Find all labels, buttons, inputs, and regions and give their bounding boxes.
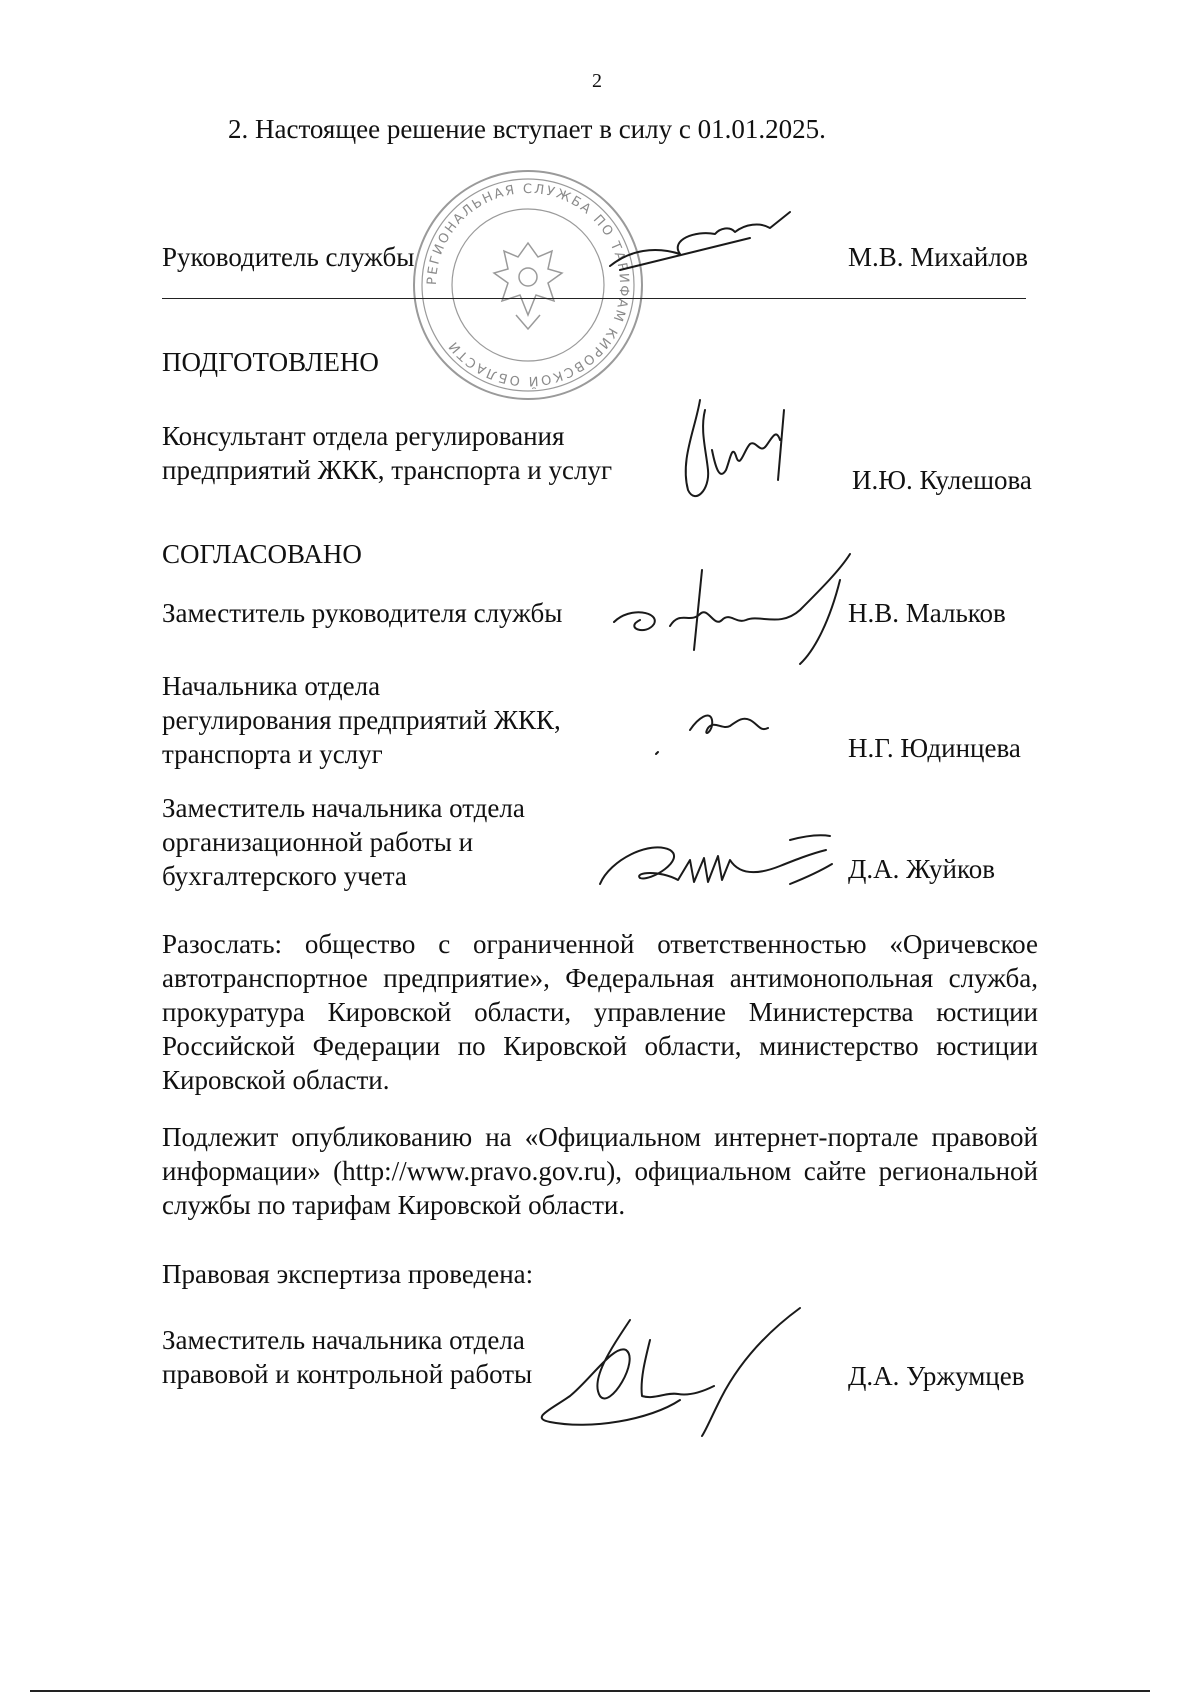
agreed-signer-1-position: Заместитель руководителя службы xyxy=(162,598,563,628)
bottom-edge-line xyxy=(30,1690,1150,1692)
signature-divider-line xyxy=(162,298,1026,299)
legal-review-name: Д.А. Уржумцев xyxy=(848,1361,1025,1391)
prepared-position-line-1: Консультант отдела регулирования xyxy=(162,421,565,451)
seal-text: РЕГИОНАЛЬНАЯ СЛУЖБА ПО ТАРИФАМ КИРОВСКОЙ ОБЛАСТИ xyxy=(424,181,632,389)
agreed-signer-2-name: Н.Г. Юдинцева xyxy=(848,733,1021,763)
prepared-position-line-2: предприятий ЖКК, транспорта и услуг xyxy=(162,455,613,485)
head-position: Руководитель службы xyxy=(162,242,415,272)
legal-review-heading: Правовая экспертиза проведена: xyxy=(162,1259,534,1289)
distribution-list: Разослать: общество с ограниченной ответственностью «Оричевское автотранспортное предприятие», Федеральная антимонопольная служба, прокуратура Кировской области, управление Министерства юстиции Российской Федерации по Кировской области, министерство юстиции Кировской области. xyxy=(162,929,1038,1095)
agreed-heading: СОГЛАСОВАНО xyxy=(162,539,362,569)
legal-review-position-line-1: Заместитель начальника отдела xyxy=(162,1325,525,1355)
effective-date-clause: 2. Настоящее решение вступает в силу с 01.01.2025. xyxy=(228,114,826,144)
agreed-signer-3-position-line-2: организационной работы и xyxy=(162,827,474,857)
legal-review-position-line-2: правовой и контрольной работы xyxy=(162,1359,533,1389)
head-signature xyxy=(600,200,800,280)
prepared-signature xyxy=(660,380,800,520)
agreed-signer-2-position-line-2: регулирования предприятий ЖКК, xyxy=(162,705,561,735)
agreed-signer-2-signature xyxy=(650,690,790,760)
agreed-signer-1-signature xyxy=(610,550,860,670)
prepared-name: И.Ю. Кулешова xyxy=(852,465,1032,495)
legal-review-signature xyxy=(530,1300,820,1440)
agreed-signer-3-signature xyxy=(590,820,840,900)
publication-notice: Подлежит опубликованию на «Официальном интернет-портале правовой информации» (http://www.pravo.gov.ru), официальном сайте региональной службы по тарифам Кировской области. xyxy=(162,1122,1038,1220)
page-number: 2 xyxy=(592,70,602,92)
agreed-signer-3-position-line-3: бухгалтерского учета xyxy=(162,861,407,891)
head-name: М.В. Михайлов xyxy=(848,242,1029,272)
agreed-signer-2-position-line-3: транспорта и услуг xyxy=(162,739,383,769)
agreed-signer-3-name: Д.А. Жуйков xyxy=(848,854,995,884)
agreed-signer-1-name: Н.В. Мальков xyxy=(848,598,1006,628)
agreed-signer-3-position-line-1: Заместитель начальника отдела xyxy=(162,793,525,823)
agreed-signer-2-position-line-1: Начальника отдела xyxy=(162,671,381,701)
eagle-emblem-icon xyxy=(494,243,562,329)
prepared-heading: ПОДГОТОВЛЕНО xyxy=(162,347,379,377)
